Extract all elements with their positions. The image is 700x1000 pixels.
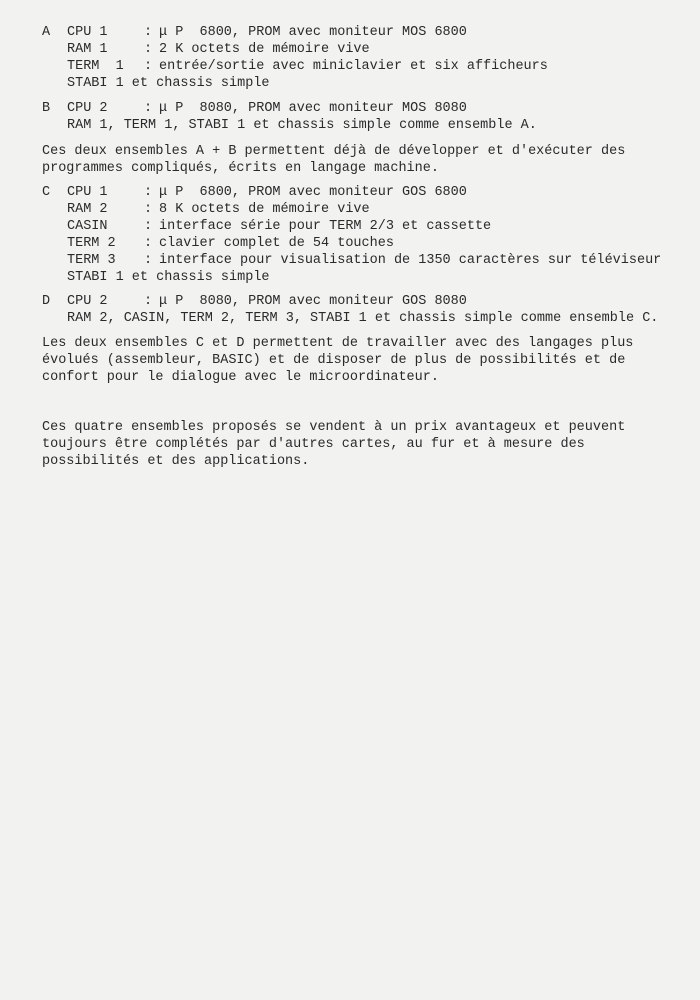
item-description: interface série pour TERM 2/3 et cassette [159,219,492,234]
item-separator: : [144,101,153,116]
item-separator: : [144,42,153,57]
item-description: μ P 6800, PROM avec moniteur GOS 6800 [159,185,467,200]
paragraph-line: confort pour le dialogue avec le microordinateur. [42,370,439,385]
item-separator: : [144,59,153,74]
item-key: CASIN [67,219,108,234]
section-letter: B [42,101,51,116]
section-extra-line: STABI 1 et chassis simple [67,76,270,91]
item-separator: : [144,25,153,40]
item-separator: : [144,253,153,268]
item-description: 2 K octets de mémoire vive [159,42,370,57]
item-description: 8 K octets de mémoire vive [159,202,370,217]
section-letter: A [42,25,51,40]
paragraph-line: Les deux ensembles C et D permettent de travailler avec des langages plus [42,336,634,351]
paragraph-line: Ces deux ensembles A + B permettent déjà de développer et d'exécuter des [42,144,626,159]
item-separator: : [144,185,153,200]
item-separator: : [144,236,153,251]
item-key: CPU 1 [67,185,108,200]
item-description: μ P 6800, PROM avec moniteur MOS 6800 [159,25,467,40]
section-extra-line: RAM 2, CASIN, TERM 2, TERM 3, STABI 1 et chassis simple comme ensemble C. [67,311,659,326]
item-key: RAM 1 [67,42,108,57]
paragraph-line: Ces quatre ensembles proposés se vendent à un prix avantageux et peuvent [42,420,626,435]
paragraph-line: possibilités et des applications. [42,454,310,469]
item-key: TERM 3 [67,253,116,268]
item-key: TERM 2 [67,236,116,251]
item-separator: : [144,294,153,309]
item-description: interface pour visualisation de 1350 caractères sur téléviseur [159,253,662,268]
section-extra-line: RAM 1, TERM 1, STABI 1 et chassis simple comme ensemble A. [67,118,537,133]
item-description: entrée/sortie avec miniclavier et six afficheurs [159,59,548,74]
section-letter: D [42,294,51,309]
item-key: RAM 2 [67,202,108,217]
item-key: CPU 2 [67,101,108,116]
item-description: μ P 8080, PROM avec moniteur MOS 8080 [159,101,467,116]
item-key: TERM 1 [67,59,124,74]
section-letter: C [42,185,51,200]
item-description: clavier complet de 54 touches [159,236,394,251]
item-key: CPU 2 [67,294,108,309]
item-key: CPU 1 [67,25,108,40]
item-separator: : [144,219,153,234]
section-extra-line: STABI 1 et chassis simple [67,270,270,285]
paragraph-line: toujours être complétés par d'autres cartes, au fur et à mesure des [42,437,585,452]
item-separator: : [144,202,153,217]
item-description: μ P 8080, PROM avec moniteur GOS 8080 [159,294,467,309]
paragraph-line: évolués (assembleur, BASIC) et de disposer de plus de possibilités et de [42,353,626,368]
paragraph-line: programmes compliqués, écrits en langage machine. [42,161,439,176]
